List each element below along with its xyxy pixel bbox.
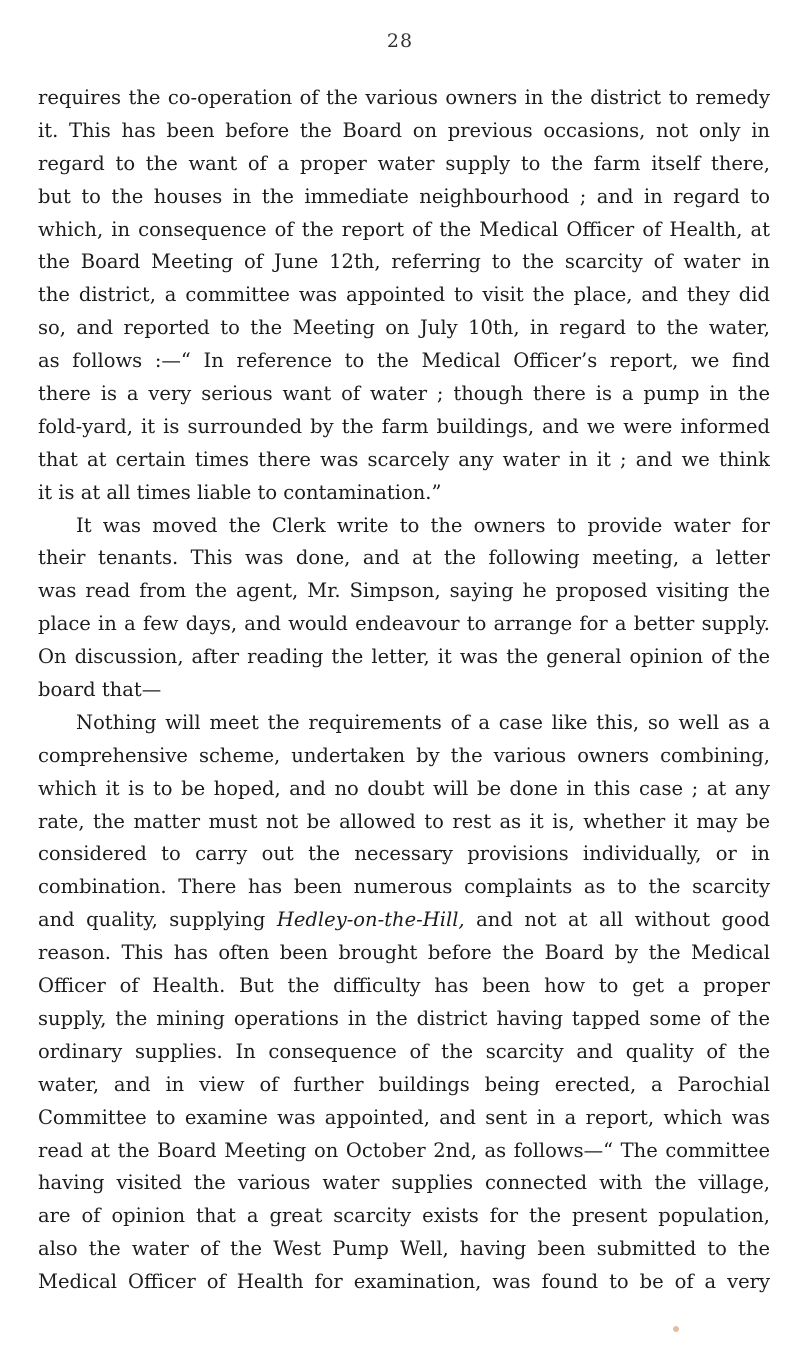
text-line: regard to the want of a proper water supply to the farm itself there, xyxy=(38,151,770,175)
text-line: Officer of Health. But the difficulty has been how to get a proper xyxy=(38,974,770,998)
text-line: Nothing will meet the requirements of a case like this, so well as a xyxy=(76,710,770,734)
text-line: water, and in view of further buildings being erected, a Parochial xyxy=(38,1072,770,1096)
text-line: requires the co-operation of the various owners in the district to remedy xyxy=(38,86,770,109)
text-line: also the water of the West Pump Well, having been submitted to the xyxy=(38,1237,770,1261)
text-line: that at certain times there was scarcely any water in it ; and we think xyxy=(38,447,770,471)
body-text xyxy=(38,82,770,1299)
page-number: 28 xyxy=(386,30,414,52)
text-line: reason. This has often been brought before the Board by the Medical xyxy=(38,941,770,965)
text-line: the district, a committee was appointed to visit the place, and they did xyxy=(38,283,770,307)
text-line: are of opinion that a great scarcity exists for the present population, xyxy=(38,1204,770,1228)
text-line: Medical Officer of Health for examination, was found to be of a very xyxy=(38,1270,770,1294)
text-line: place in a few days, and would endeavour to arrange for a better supply. xyxy=(38,612,770,636)
text-line: read at the Board Meeting on October 2nd, as follows—“ The committee xyxy=(38,1138,770,1162)
text-line: ordinary supplies. In consequence of the scarcity and quality of the xyxy=(38,1039,770,1063)
text-line: it. This has been before the Board on previous occasions, not only in xyxy=(38,118,770,142)
text-line: It was moved the Clerk write to the owners to provide water for xyxy=(76,513,770,537)
text-line: combination. There has been numerous complaints as to the scarcity xyxy=(38,875,770,899)
text-line-with-italic xyxy=(38,904,770,937)
text-line: board that— xyxy=(38,678,162,702)
text-line: so, and reported to the Meeting on July 10th, in regard to the water, xyxy=(38,316,770,340)
text-line: but to the houses in the immediate neighbourhood ; and in regard to xyxy=(38,184,770,208)
text-line: as follows :—“ In reference to the Medical Officer’s report, we find xyxy=(38,349,770,373)
text-line: rate, the matter must not be allowed to rest as it is, whether it may be xyxy=(38,809,770,833)
text-line: comprehensive scheme, undertaken by the various owners combining, xyxy=(38,743,770,767)
text-line: which it is to be hoped, and no doubt will be done in this case ; at any xyxy=(38,776,770,800)
text-line: it is at all times liable to contamination.” xyxy=(38,480,442,504)
italic-place-name: Hedley-on-the-Hill, xyxy=(276,908,465,932)
text-line: was read from the agent, Mr. Simpson, saying he proposed visiting the xyxy=(38,579,770,603)
text-line: their tenants. This was done, and at the following meeting, a letter xyxy=(38,546,770,570)
text-line: there is a very serious want of water ; though there is a pump in the xyxy=(38,382,770,406)
text-line: considered to carry out the necessary provisions individually, or in xyxy=(38,842,770,866)
text-line: Committee to examine was appointed, and sent in a report, which was xyxy=(38,1105,770,1129)
text-line: having visited the various water supplies connected with the village, xyxy=(38,1171,770,1195)
text-fragment: and quality, supplying xyxy=(38,908,266,932)
text-fragment: and not at all without good xyxy=(464,908,770,932)
text-line: which, in consequence of the report of the Medical Officer of Health, at xyxy=(38,217,770,241)
text-line: fold-yard, it is surrounded by the farm buildings, and we were informed xyxy=(38,414,770,438)
text-line: On discussion, after reading the letter, it was the general opinion of the xyxy=(38,645,770,669)
ink-spot xyxy=(673,1326,679,1332)
text-line: the Board Meeting of June 12th, referring to the scarcity of water in xyxy=(38,250,770,274)
text-line: supply, the mining operations in the district having tapped some of the xyxy=(38,1006,770,1030)
